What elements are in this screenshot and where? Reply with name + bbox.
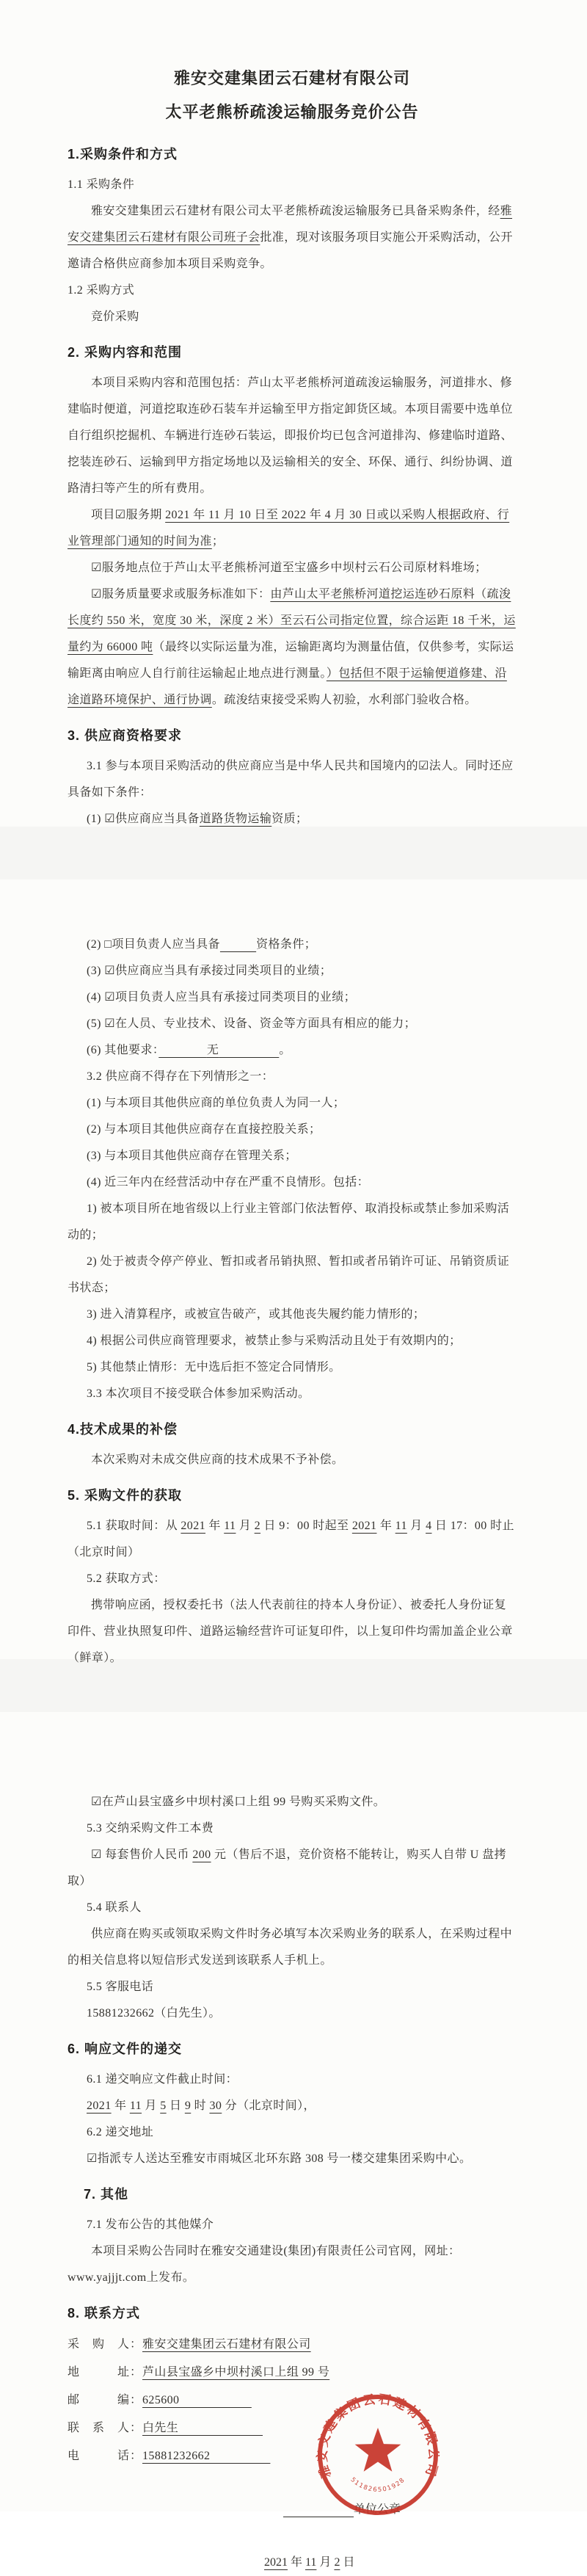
contact-section xyxy=(68,2331,517,2576)
para-5-3-detail: ☑ 每套售价人民币 200 元（售后不退，竞价资格不能转让，购买人自带 U 盘拷取） xyxy=(68,1848,506,1887)
list-item: 1) 被本项目所在地省级以上行业主管部门依法暂停、取消投标或禁止参加采购活动的； xyxy=(68,1202,510,1241)
para-5-2-detail: 携带响应函，授权委托书（法人代表前往的持本人身份证）、被委托人身份证复印件、营业执照复印件、道路运输经营许可证复印件，以上复印件均需加盖企业公章（鲜章）。 xyxy=(68,1599,513,1664)
document-title-line2: 太平老熊桥疏浚运输服务竞价公告 xyxy=(165,103,419,121)
list-item: 3) 进入清算程序，或被宣告破产，或其他丧失履约能力情形的； xyxy=(87,1308,426,1321)
para-5-5-phone: 15881232662（白先生）。 xyxy=(87,2007,221,2020)
list-item: (2) 与本项目其他供应商存在直接控股关系； xyxy=(87,1123,321,1136)
para-2-scope: 本项目采购内容和范围包括：芦山太平老熊桥河道疏浚运输服务，河道排水、修建临时便道，河道挖取连砂石装车并运输至甲方指定卸货区域。本项目需要中选单位自行组织挖掘机、车辆进行连砂石装运，即报价均已包含河道排沟、修建临时道路、挖装连砂石、运输到甲方指定场地以及运输相关的安全、环保、通行、纠纷协调、道路清扫等产生的所有费用。 xyxy=(68,377,513,495)
para-1-1: 雅安交建集团云石建材有限公司太平老熊桥疏浚运输服务已具备采购条件，经雅安交建集团云石建材有限公司班子会批准，现对该服务项目实施公开采购活动，公开邀请合格供应商参加本项目采购竞争。 xyxy=(68,205,513,270)
para-5-2: 5.2 获取方式： xyxy=(87,1572,166,1585)
document-title-line1: 雅安交建集团云石建材有限公司 xyxy=(173,69,410,87)
list-item: 4) 根据公司供应商管理要求，被禁止参与采购活动且处于有效期内的； xyxy=(87,1335,462,1347)
para-5-5: 5.5 客服电话 xyxy=(87,1981,154,1993)
para-6-2-detail: ☑指派专人送达至雅安市雨城区北环东路 308 号一楼交建集团采购中心。 xyxy=(87,2152,472,2165)
contact-label: 采 购 人： xyxy=(68,2338,143,2351)
list-item: (3) 与本项目其他供应商存在管理关系； xyxy=(87,1150,297,1162)
seal-company-text: 雅安交建集团云石建材有限公司 xyxy=(315,2392,441,2480)
seal-note-label: 单位公章 xyxy=(354,2503,401,2516)
heading-section-8: 8. 联系方式 xyxy=(68,2306,141,2321)
list-item: (1) ☑供应商应当具备道路货物运输资质； xyxy=(87,813,308,825)
list-item: (2) □项目负责人应当具备 资格条件； xyxy=(87,938,317,951)
para-5-3: 5.3 交纳采购文件工本费 xyxy=(87,1822,214,1835)
para-6-1-deadline: 2021 年 11 月 5 日 9 时 30 分（北京时间）， xyxy=(87,2100,316,2112)
contact-value: 625600 xyxy=(142,2394,252,2406)
list-item: (4) 近三年内在经营活动中存在严重不良情形。包括： xyxy=(87,1176,370,1189)
para-6-2: 6.2 递交地址 xyxy=(87,2126,154,2138)
list-item: (1) 与本项目其他供应商的单位负责人为同一人； xyxy=(87,1097,346,1109)
contact-label: 邮 编： xyxy=(68,2394,143,2406)
list-item: (4) ☑项目负责人应当具有承接过同类项目的业绩； xyxy=(87,991,357,1004)
para-3-2: 3.2 供应商不得存在下列情形之一： xyxy=(87,1070,274,1083)
contact-row xyxy=(68,2387,517,2414)
para-5-4: 5.4 联系人 xyxy=(87,1901,142,1914)
para-1-2: 竞价采购 xyxy=(91,311,139,323)
heading-section-1: 1.采购条件和方式 xyxy=(68,147,178,162)
signature-date: 2021 年 11 月 2 日 xyxy=(264,2556,355,2569)
contact-label: 联 系 人： xyxy=(68,2422,143,2434)
seal-note-line xyxy=(260,2470,517,2550)
heading-section-3: 3. 供应商资格要求 xyxy=(68,728,183,743)
para-7-1-detail: 本项目采购公告同时在雅安交通建设(集团)有限责任公司官网，网址：www.yajjjt.com上发布。 xyxy=(68,2245,461,2284)
para-3-1: 3.1 参与本项目采购活动的供应商应当是中华人民共和国境内的☑法人。同时还应具备如下条件： xyxy=(68,760,514,799)
contact-value: 15881232662 xyxy=(142,2450,271,2462)
list-item: 5) 其他禁止情形：无中选后拒不签定合同情形。 xyxy=(87,1361,341,1374)
heading-section-5: 5. 采购文件的获取 xyxy=(68,1488,183,1503)
seal-note-blank xyxy=(283,2503,354,2516)
contact-value: 白先生 xyxy=(142,2422,263,2434)
para-5-2-address: ☑在芦山县宝盛乡中坝村溪口上组 99 号购买采购文件。 xyxy=(91,1796,386,1808)
contact-row xyxy=(68,2442,517,2470)
contact-rows xyxy=(68,2331,517,2470)
contact-row xyxy=(68,2359,517,2387)
contact-label: 电 话： xyxy=(68,2450,143,2462)
contact-row xyxy=(68,2414,517,2442)
list-item: (5) ☑在人员、专业技术、设备、资金等方面具有相应的能力； xyxy=(87,1017,417,1030)
heading-section-4: 4.技术成果的补偿 xyxy=(68,1422,178,1437)
seal-code-text: 511826501928 xyxy=(349,2476,407,2495)
para-4-1: 本次采购对未成交供应商的技术成果不予补偿。 xyxy=(91,1454,344,1466)
heading-section-7: 7. 其他 xyxy=(84,2187,129,2202)
para-2-quality: ☑服务质量要求或服务标准如下：由芦山太平老熊桥河道挖运连砂石原料（疏浚长度约 550 米，宽度 30 米，深度 2 米）至云石公司指定位置，综合运距 18 千米，运量约为 66000 吨（最终以实际运量为准，运输距离均为测量估值，仅供参考，实际运输距离由响应人自行前往运输起止地点进行测量。）包括但不限于运输便道修建、沿途道路环境保护、通行协调。疏浚结束接受采购人初验，水利部门验收合格。 xyxy=(68,588,516,706)
contact-row xyxy=(68,2331,517,2359)
para-2-period: 项目☑服务期 2021 年 11 月 10 日至 2022 年 4 月 30 日或以采购人根据政府、行业管理部门通知的时间为准； xyxy=(68,509,510,548)
para-2-location: ☑服务地点位于芦山太平老熊桥河道至宝盛乡中坝村云石公司原材料堆场； xyxy=(91,562,487,574)
para-3-3: 3.3 本次项目不接受联合体参加采购活动。 xyxy=(87,1387,310,1400)
page-gap xyxy=(68,832,517,932)
heading-section-2: 2. 采购内容和范围 xyxy=(68,345,183,360)
list-item: (3) ☑供应商应当具有承接过同类项目的业绩； xyxy=(87,965,332,977)
para-5-4-detail: 供应商在购买或领取采购文件时务必填写本次采购业务的联系人，在采购过程中的相关信息将以短信形式发送到该联系人手机上。 xyxy=(68,1928,513,1967)
para-5-1: 5.1 获取时间：从 2021 年 11 月 2 日 9：00 时起至 2021 年 11 月 4 日 17：00 时止（北京时间） xyxy=(68,1520,514,1559)
para-6-1: 6.1 递交响应文件截止时间： xyxy=(87,2073,238,2086)
list-item: (6) 其他要求： 无 。 xyxy=(87,1044,291,1056)
para-7-1: 7.1 发布公告的其他媒介 xyxy=(87,2218,214,2231)
contact-value: 芦山县宝盛乡中坝村溪口上组 99 号 xyxy=(142,2366,330,2379)
sub-1-1: 1.1 采购条件 xyxy=(68,178,135,191)
page-gap xyxy=(68,1672,517,1789)
list-item: 2) 处于被责令停产停业、暂扣或者吊销执照、暂扣或者吊销许可证、吊销资质证书状态； xyxy=(68,1255,510,1294)
contact-value: 雅安交建集团云石建材有限公司 xyxy=(142,2338,311,2351)
heading-section-6: 6. 响应文件的递交 xyxy=(68,2042,183,2056)
document-body xyxy=(68,141,517,2326)
sub-1-2: 1.2 采购方式 xyxy=(68,284,135,297)
contact-label: 地 址： xyxy=(68,2366,143,2379)
